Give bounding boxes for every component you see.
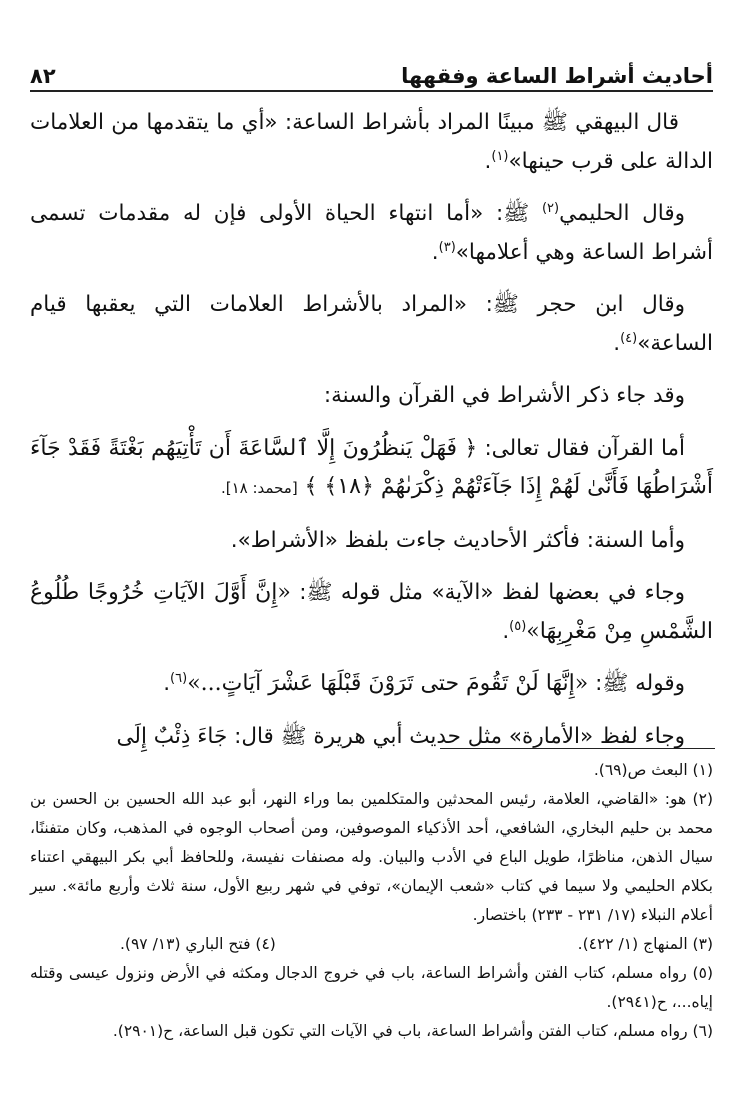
footnotes	[30, 756, 713, 1046]
footnote-ref-6[interactable]: (٦)	[170, 670, 188, 686]
paragraph-amara	[30, 718, 713, 757]
bayhaqi-quote: قال البيهقي ﷺ مبينًا المراد بأشراط الساعة: «أي ما يتقدمها من العلامات الدالة على قرب حينها»	[30, 110, 713, 174]
halimi-quote: ﷺ: «أما انتهاء الحياة الأولى فإن له مقدمات تسمى أشراط الساعة وهي أعلامها»	[30, 201, 713, 265]
footnote-ref-3[interactable]: (٣)	[438, 239, 456, 255]
page-number: ٨٢	[30, 64, 56, 88]
footnote-6: (٦) رواه مسلم، كتاب الفتن وأشراط الساعة، باب في الآيات التي تكون قبل الساعة، ح(٢٩٠١).	[112, 1022, 713, 1040]
footnote-ref-5[interactable]: (٥)	[509, 618, 527, 634]
hadith-ten-signs: «إِنَّهَا لَنْ تَقُومَ حتى تَرَوْنَ قَبْلَهَا عَشْرَ آيَاتٍ...»	[187, 671, 589, 696]
footnote-1: (١) البعث ص(٦٩).	[593, 761, 713, 779]
page-header	[30, 52, 713, 92]
footnote-row-3-4	[30, 930, 713, 959]
paragraph-sunnah	[30, 522, 713, 561]
ayah-intro: وجاء في بعضها لفظ «الآية» مثل قوله ﷺ:	[299, 580, 686, 605]
main-text	[30, 104, 713, 770]
halimi-intro: وقال الحليمي	[559, 201, 685, 226]
ibn-hajar-quote: وقال ابن حجر ﷺ: «المراد بالأشراط العلامات التي يعقبها قيام الساعة»	[30, 292, 713, 356]
footnote-2: (٢) هو: «القاضي، العلامة، رئيس المحدثين والمتكلمين بما وراء النهر، أبو عبد الله الحسين بن الحسن بن محمد بن حليم البخاري، الشافعي، أحد الأذكياء الموصوفين، ومن أصحاب الوجوه في المذهب، وكان متفننًا، سيال الذهن، مناظرًا، طويل الباع في الأدب والبيان. وله مصنفات نفيسة، وللحافظ أبي بكر البيهقي اعتناء بكلام الحليمي ولا سيما في كتاب «شعب الإيمان»، توفي في شهر ربيع الأول، سنة ثلاث وأربع مائة». سير أعلام النبلاء (١٧/ ٢٣١ - ٢٣٣) باختصار.	[30, 790, 713, 924]
paragraph-bayhaqi: قال البيهقي ﷺ مبينًا المراد بأشراط الساعة: «أي ما يتقدمها من العلامات الدالة على قرب حينها»$^{(١)}$.	[30, 110, 713, 174]
paragraph-ten-signs: وقوله ﷺ: «إِنَّهَا لَنْ تَقُومَ حتى تَرَوْنَ قَبْلَهَا عَشْرَ آيَاتٍ...»$^{(٦)}$.	[163, 670, 685, 696]
paragraph-sources	[30, 377, 713, 416]
hadith-sunrise: «إِنَّ أَوَّلَ الآيَاتِ خُرُوجًا طُلُوعُ الشَّمْسِ مِنْ مَغْرِبِهَا»	[30, 580, 713, 644]
running-title: أحاديث أشراط الساعة وفقهها	[401, 64, 713, 88]
footnote-4: (٤) فتح الباري (١٣/ ٩٧).	[120, 935, 276, 953]
ten-signs-intro: وقوله ﷺ:	[595, 671, 685, 696]
sunnah-text: وأما السنة: فأكثر الأحاديث جاءت بلفظ «الأشراط».	[230, 527, 685, 553]
paragraph-quran	[30, 430, 713, 508]
sources-intro: وقد جاء ذكر الأشراط في القرآن والسنة:	[323, 383, 685, 408]
paragraph-ayah-hadith: وجاء في بعضها لفظ «الآية» مثل قوله ﷺ: «إِنَّ أَوَّلَ الآيَاتِ خُرُوجًا طُلُوعُ الشَّمْسِ مِنْ مَغْرِبِهَا»$^{(٥)}$.	[30, 580, 713, 644]
quran-intro: أما القرآن فقال تعالى:	[484, 435, 686, 461]
quran-verse: ﴿ فَهَلْ يَنظُرُونَ إِلَّا ٱلسَّاعَةَ أَن تَأْتِيَهُم بَغْتَةً فَقَدْ جَآءَ أَشْرَاطُهَا فَأَنَّىٰ لَهُمْ إِذَا جَآءَتْهُمْ ذِكْرَىٰهُمْ ﴿١٨﴾ ﴾	[30, 435, 713, 499]
footnote-ref-1[interactable]: (١)	[491, 148, 509, 164]
amara-text: وجاء لفظ «الأمارة» مثل حديث أبي هريرة ﷺ قال: جَاءَ ذِئْبٌ إِلَى	[116, 723, 685, 749]
footnote-ref-2[interactable]: (٢)	[541, 200, 560, 216]
verse-citation: [محمد: ١٨].	[220, 479, 298, 497]
footnote-ref-4[interactable]: (٤)	[620, 330, 638, 346]
paragraph-halimi: وقال الحليمي$^{(٢)}$ ﷺ: «أما انتهاء الحياة الأولى فإن له مقدمات تسمى أشراط الساعة وهي أعلامها»$^{(٣)}$.	[30, 200, 713, 265]
footnote-5: (٥) رواه مسلم، كتاب الفتن وأشراط الساعة، باب في خروج الدجال ومكثه في الأرض ونزول عيسى وقتله إياه...، ح(٢٩٤١).	[30, 964, 713, 1011]
footnote-3: (٣) المنهاج (١/ ٤٢٢).	[577, 935, 713, 953]
footnote-divider	[440, 748, 715, 749]
paragraph-ibn-hajar: وقال ابن حجر ﷺ: «المراد بالأشراط العلامات التي يعقبها قيام الساعة»$^{(٤)}$.	[30, 292, 713, 356]
